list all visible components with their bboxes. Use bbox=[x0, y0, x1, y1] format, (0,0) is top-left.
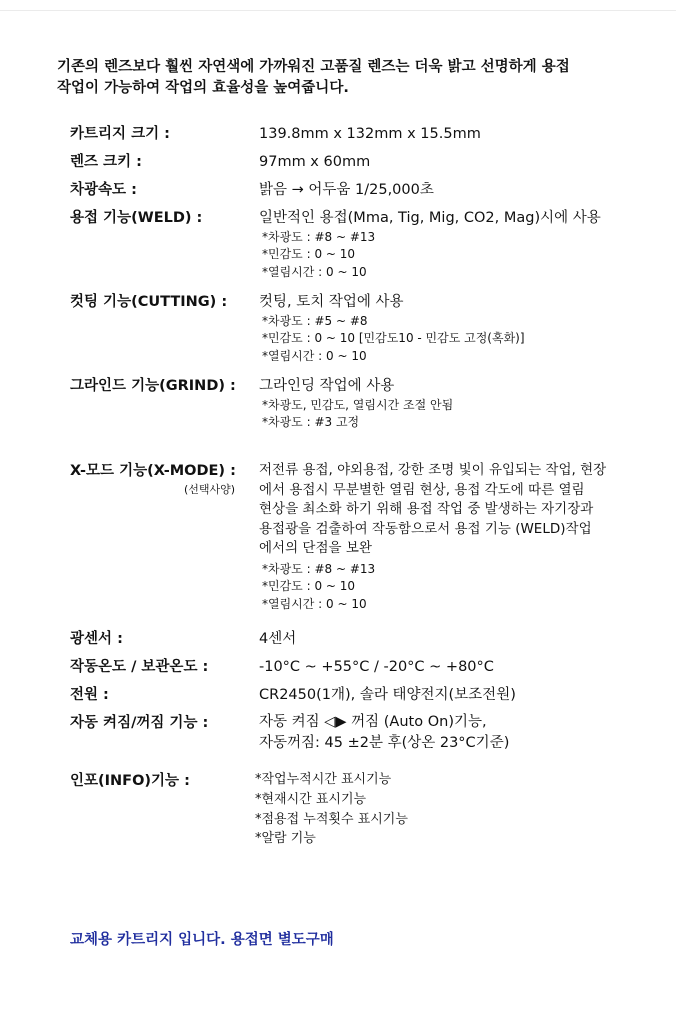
spec-description bbox=[259, 461, 606, 559]
spec-label: 카트리지 크기 : bbox=[70, 126, 170, 142]
spec-sub-list bbox=[262, 313, 525, 365]
spec-label: 컷팅 기능(CUTTING) : bbox=[70, 294, 228, 310]
spec-sub-item: *차광도 : #8 ~ #13 bbox=[262, 230, 376, 244]
spec-label: 작동온도 / 보관온도 : bbox=[70, 659, 209, 675]
spec-value: 일반적인 용접(Mma, Tig, Mig, CO2, Mag)시에 사용 bbox=[259, 210, 601, 226]
spec-desc-line: 저전류 용접, 야외용접, 강한 조명 빛이 유입되는 작업, 현장 bbox=[259, 462, 607, 478]
spec-value-line: 자동 켜짐 ◁▶ 꺼짐 (Auto On)기능, bbox=[259, 714, 487, 730]
spec-sub-item: *차광도 : #3 고정 bbox=[262, 415, 360, 430]
spec-desc-line: 용접광을 검출하여 작동함으로서 용접 기능 (WELD)작업 bbox=[259, 520, 592, 537]
spec-label: X-모드 기능(X-MODE) : bbox=[70, 463, 236, 479]
spec-sub-item: *열림시간 : 0 ~ 10 bbox=[262, 596, 367, 611]
spec-value: -10°C ~ +55°C / -20°C ~ +80°C bbox=[259, 659, 494, 675]
intro-line: 작업이 가능하여 작업의 효율성을 높여줍니다. bbox=[57, 80, 349, 96]
spec-sub-list bbox=[262, 397, 453, 432]
top-divider bbox=[0, 10, 676, 11]
spec-sub-item: *열림시간 : 0 ~ 10 bbox=[262, 348, 367, 363]
spec-info-item: *점용접 누적횟수 표시기능 bbox=[255, 811, 408, 827]
spec-sub-item: *차광도, 민감도, 열림시간 조절 안됨 bbox=[262, 398, 454, 412]
spec-label: 자동 켜짐/꺼짐 기능 : bbox=[70, 715, 209, 731]
spec-value: 4센서 bbox=[259, 631, 297, 647]
spec-desc-line: 에서 용접시 무분별한 열림 현상, 용접 각도에 따른 열림 bbox=[259, 481, 585, 498]
spec-label: 인포(INFO)기능 : bbox=[70, 773, 190, 789]
spec-value: 97mm x 60mm bbox=[259, 154, 371, 170]
spec-info-item: *알람 기능 bbox=[255, 831, 316, 847]
spec-info-item: *작업누적시간 표시기능 bbox=[255, 772, 392, 787]
spec-value: 컷팅, 토치 작업에 사용 bbox=[259, 294, 404, 310]
spec-label: 전원 : bbox=[70, 687, 109, 703]
spec-sub-item: *차광도 : #5 ~ #8 bbox=[262, 314, 368, 328]
spec-label: 그라인드 기능(GRIND) : bbox=[70, 378, 236, 394]
spec-sub-item: *민감도 : 0 ~ 10 bbox=[262, 247, 356, 262]
intro-line: 기존의 렌즈보다 훨씬 자연색에 가까워진 고품질 렌즈는 더욱 밝고 선명하게 용접 bbox=[57, 59, 570, 75]
spec-value: 139.8mm x 132mm x 15.5mm bbox=[259, 126, 481, 142]
spec-sub-item: *열림시간 : 0 ~ 10 bbox=[262, 264, 367, 279]
spec-label: 렌즈 크키 : bbox=[70, 154, 142, 170]
spec-value bbox=[259, 712, 509, 754]
footer-note: 교체용 카트리지 입니다. 용접면 별도구매 bbox=[70, 932, 334, 948]
spec-sub-list bbox=[262, 561, 375, 613]
spec-desc-line: 현상을 최소화 하기 위해 용접 작업 중 발생하는 자기장과 bbox=[259, 501, 594, 517]
spec-value: 밝음 → 어두움 1/25,000초 bbox=[259, 182, 434, 198]
spec-label: 용접 기능(WELD) : bbox=[70, 210, 203, 226]
spec-info-list bbox=[255, 770, 408, 849]
spec-value: CR2450(1개), 솔라 태양전지(보조전원) bbox=[259, 687, 516, 703]
spec-label: 차광속도 : bbox=[70, 182, 137, 198]
spec-sub-item: *민감도 : 0 ~ 10 [민감도10 - 민감도 고정(혹화)] bbox=[262, 331, 525, 346]
spec-sub-list bbox=[262, 229, 375, 281]
spec-label: 광센서 : bbox=[70, 631, 123, 647]
spec-sublabel: (선택사양) bbox=[184, 483, 236, 496]
intro-text bbox=[57, 57, 657, 99]
spec-sub-item: *민감도 : 0 ~ 10 bbox=[262, 579, 356, 594]
spec-value-line: 자동꺼짐: 45 ±2분 후(상온 23°C기준) bbox=[259, 735, 510, 751]
spec-desc-line: 에서의 단점을 보완 bbox=[259, 540, 372, 556]
spec-sub-item: *차광도 : #8 ~ #13 bbox=[262, 562, 376, 576]
spec-value: 그라인딩 작업에 사용 bbox=[259, 378, 395, 394]
spec-info-item: *현재시간 표시기능 bbox=[255, 791, 367, 807]
